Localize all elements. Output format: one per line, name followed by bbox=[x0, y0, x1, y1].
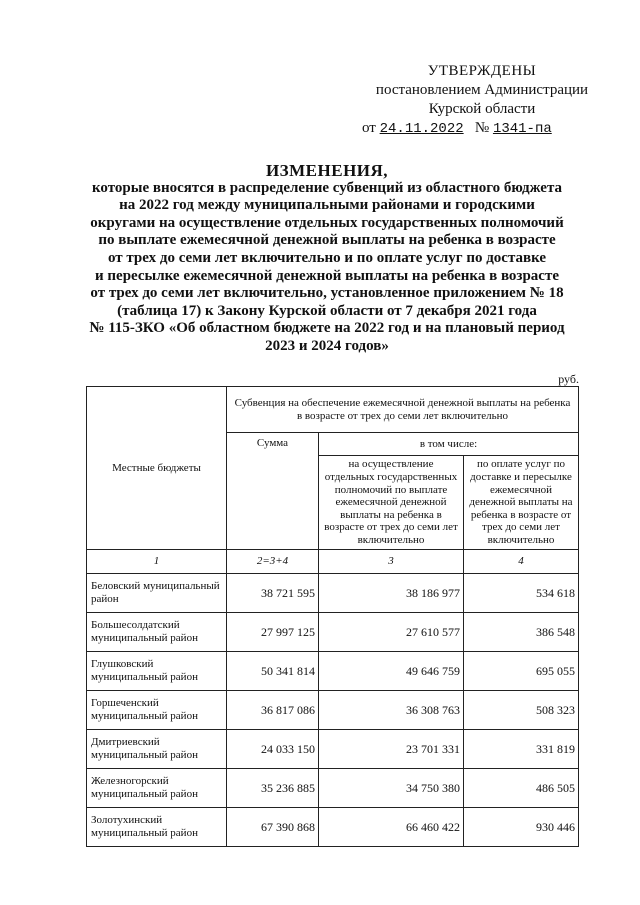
col4-cell: 695 055 bbox=[464, 652, 579, 691]
col3-cell: 66 460 422 bbox=[319, 808, 464, 847]
header-col3: на осуществление отдельных государственных полномочий по выплате ежемесячной денежной выплаты на ребенка в возрасте от трех до семи лет включительно bbox=[319, 456, 464, 550]
title-line: по выплате ежемесячной денежной выплаты на ребенка в возрасте bbox=[98, 232, 556, 249]
approval-number: 1341-па bbox=[492, 121, 552, 137]
title-line: от трех до семи лет включительно, установленное приложением № 18 bbox=[90, 285, 564, 302]
header-subvention: Субвенция на обеспечение ежемесячной денежной выплаты на ребенка в возрасте от трех до семи лет включительно bbox=[227, 387, 579, 433]
col4-cell: 534 618 bbox=[464, 574, 579, 613]
sum-cell: 27 997 125 bbox=[227, 613, 319, 652]
sum-cell: 67 390 868 bbox=[227, 808, 319, 847]
title-line: 2023 и 2024 годов» bbox=[265, 337, 389, 354]
header-sum: Сумма bbox=[227, 433, 319, 550]
index-cell: 4 bbox=[464, 550, 579, 574]
index-cell: 2=3+4 bbox=[227, 550, 319, 574]
sum-cell: 50 341 814 bbox=[227, 652, 319, 691]
col4-cell: 331 819 bbox=[464, 730, 579, 769]
table-row bbox=[87, 769, 579, 808]
district-name-cell: Большесолдатский муниципальный район bbox=[87, 613, 227, 652]
district-name-cell: Беловский муниципальный район bbox=[87, 574, 227, 613]
title-line: округами на осуществление отдельных государственных полномочий bbox=[90, 214, 564, 231]
header-col4: по оплате услуг по доставке и пересылке ежемесячной денежной выплаты на ребенка в возрасте от трех до семи лет включительно bbox=[464, 456, 579, 550]
table-row bbox=[87, 613, 579, 652]
col3-cell: 36 308 763 bbox=[319, 691, 464, 730]
index-cell: 3 bbox=[319, 550, 464, 574]
approval-line-1: постановлением Администрации bbox=[375, 82, 589, 98]
document-title bbox=[72, 162, 582, 356]
approval-date: 24.11.2022 bbox=[379, 121, 464, 137]
col4-cell: 386 548 bbox=[464, 613, 579, 652]
col3-cell: 27 610 577 bbox=[319, 613, 464, 652]
title-line: на 2022 год между муниципальными районами и городскими bbox=[119, 197, 535, 214]
district-name-cell: Дмитриевский муниципальный район bbox=[87, 730, 227, 769]
col3-cell: 34 750 380 bbox=[319, 769, 464, 808]
col3-cell: 23 701 331 bbox=[319, 730, 464, 769]
col4-cell: 486 505 bbox=[464, 769, 579, 808]
approval-heading: УТВЕРЖДЕНЫ bbox=[427, 63, 537, 79]
index-row bbox=[87, 550, 579, 574]
title-line: (таблица 17) к Закону Курской области от 7 декабря 2021 года bbox=[117, 302, 537, 319]
district-name-cell: Золотухинский муниципальный район bbox=[87, 808, 227, 847]
table-row bbox=[87, 730, 579, 769]
sum-cell: 36 817 086 bbox=[227, 691, 319, 730]
title-line: и пересылке ежемесячной денежной выплаты на ребенка в возрасте bbox=[95, 267, 559, 284]
approval-line-2: Курской области bbox=[428, 101, 536, 117]
district-name-cell: Железногорский муниципальный район bbox=[87, 769, 227, 808]
date-prefix: от bbox=[362, 120, 376, 136]
table-row bbox=[87, 808, 579, 847]
col4-cell: 930 446 bbox=[464, 808, 579, 847]
title-lines bbox=[72, 180, 582, 356]
index-cell: 1 bbox=[87, 550, 227, 574]
currency-unit: руб. bbox=[558, 372, 579, 386]
district-name-cell: Глушковский муниципальный район bbox=[87, 652, 227, 691]
title-line: которые вносятся в распределение субвенций из областного бюджета bbox=[91, 179, 563, 196]
table-row bbox=[87, 652, 579, 691]
sum-cell: 24 033 150 bbox=[227, 730, 319, 769]
sum-cell: 35 236 885 bbox=[227, 769, 319, 808]
approval-dateline bbox=[362, 119, 602, 139]
subvention-table bbox=[86, 386, 579, 847]
approval-block bbox=[362, 62, 602, 139]
col4-cell: 508 323 bbox=[464, 691, 579, 730]
district-name-cell: Горшеченский муниципальный район bbox=[87, 691, 227, 730]
number-prefix: № bbox=[474, 120, 490, 136]
title-main: ИЗМЕНЕНИЯ, bbox=[265, 161, 389, 180]
header-including: в том числе: bbox=[319, 433, 579, 456]
title-line: от трех до семи лет включительно и по оплате услуг по доставке bbox=[107, 249, 547, 266]
header-local-budgets: Местные бюджеты bbox=[87, 387, 227, 550]
table-row bbox=[87, 691, 579, 730]
col3-cell: 38 186 977 bbox=[319, 574, 464, 613]
sum-cell: 38 721 595 bbox=[227, 574, 319, 613]
table-row bbox=[87, 574, 579, 613]
table-body bbox=[87, 574, 579, 847]
col3-cell: 49 646 759 bbox=[319, 652, 464, 691]
title-line: № 115-ЗКО «Об областном бюджете на 2022 год и на плановый период bbox=[89, 320, 565, 337]
